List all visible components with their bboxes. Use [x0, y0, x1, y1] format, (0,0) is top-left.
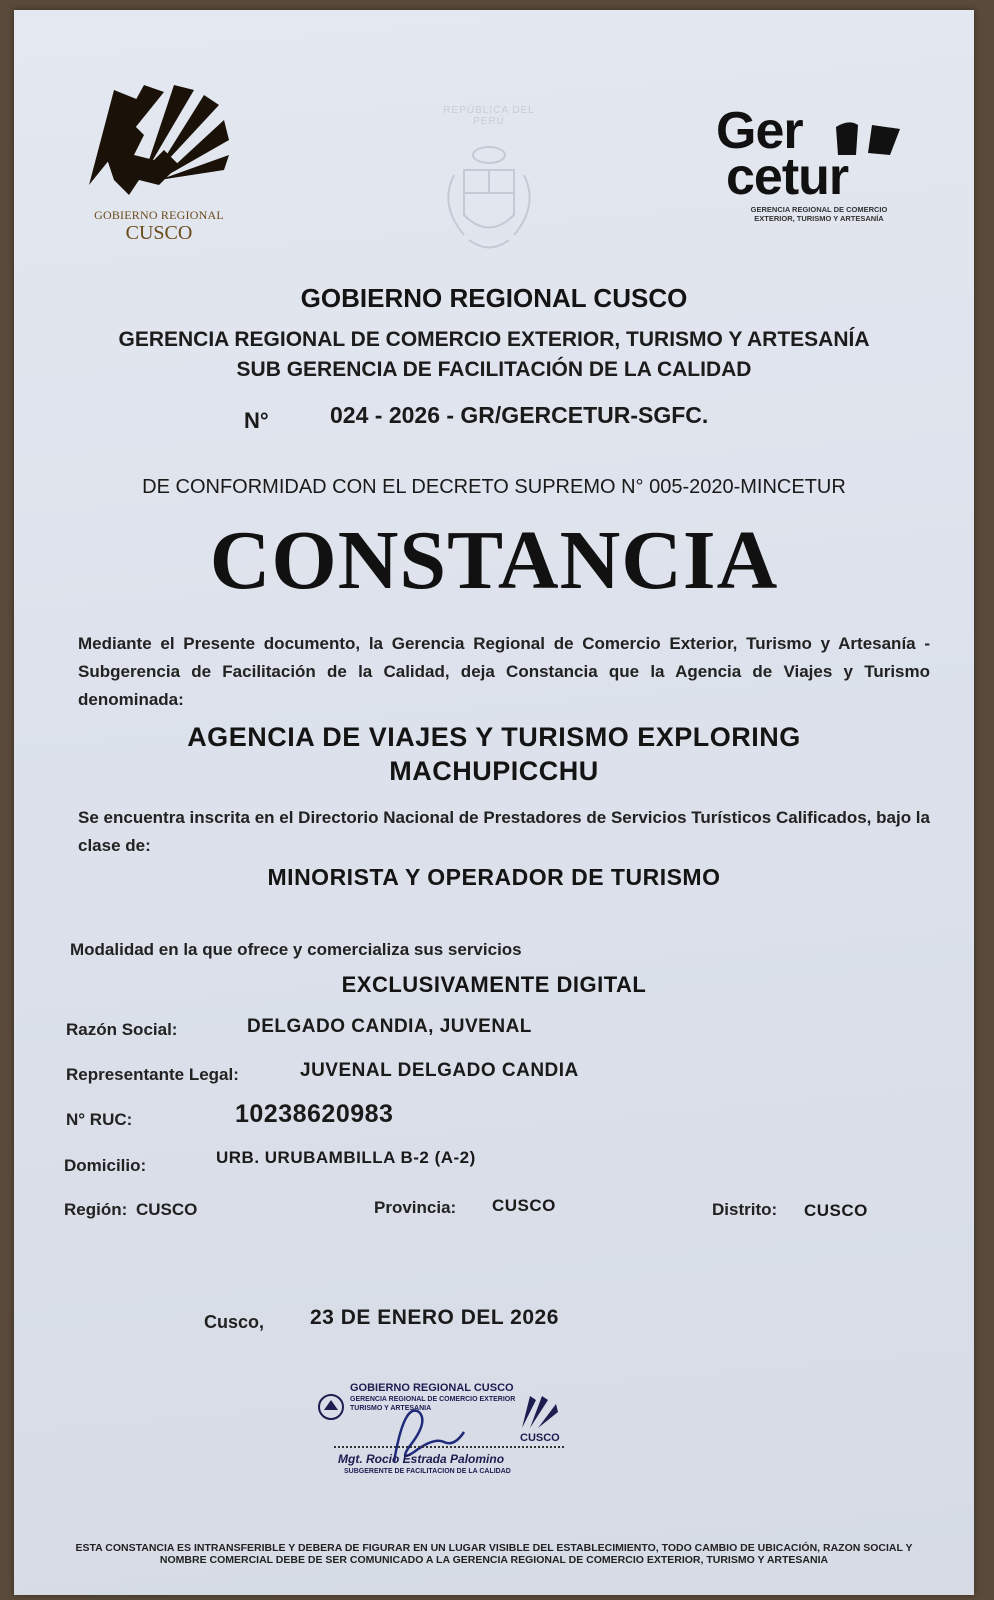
agency-name-line1: AGENCIA DE VIAJES Y TURISMO EXPLORING	[187, 722, 801, 752]
ruc-label: N° RUC:	[66, 1110, 133, 1129]
region-label: Región:	[64, 1200, 128, 1219]
gobierno-regional-logo	[84, 80, 234, 250]
ruc-value: 10238620983	[235, 1100, 394, 1128]
logo-tagline-1: GERENCIA REGIONAL DE COMERCIO	[750, 205, 888, 214]
sunburst-icon	[84, 80, 234, 205]
signatory-role: SUBGERENTE DE FACILITACION DE LA CALIDAD	[344, 1468, 511, 1475]
registry-paragraph: Se encuentra inscrita en el Directorio Nacional de Prestadores de Servicios Turísticos Calificados, bajo la clase de:	[78, 808, 930, 855]
footer-notice	[14, 1542, 974, 1566]
stamp-emblem-icon	[316, 1392, 346, 1422]
region-value: CUSCO	[136, 1200, 198, 1219]
stamp-cusco: CUSCO	[520, 1432, 560, 1444]
logo-right-word1: Ger	[716, 102, 803, 160]
seal-text: REPÚBLICA DEL PERÚ	[443, 105, 535, 127]
stamp-sunburst-icon	[520, 1394, 560, 1430]
certificate-page	[14, 10, 974, 1595]
domicilio-label: Domicilio:	[64, 1156, 147, 1175]
domicilio-value: URB. URUBAMBILLA B-2 (A-2)	[216, 1148, 476, 1167]
clase-value: MINORISTA Y OPERADOR DE TURISMO	[267, 864, 721, 890]
gercetur-logo	[704, 102, 924, 235]
logo-left-line1: GOBIERNO REGIONAL	[94, 208, 224, 222]
coat-of-arms-icon	[429, 115, 549, 265]
header-line3: SUB GERENCIA DE FACILITACIÓN DE LA CALIDAD	[236, 358, 752, 381]
signature-line	[334, 1446, 564, 1448]
modalidad-value: EXCLUSIVAMENTE DIGITAL	[341, 972, 647, 997]
date-place: Cusco,	[204, 1312, 265, 1332]
signatory-name: Mgt. Rocio Estrada Palomino	[338, 1452, 505, 1466]
logo-left-line2: CUSCO	[125, 222, 193, 244]
date-value: 23 DE ENERO DEL 2026	[310, 1306, 559, 1329]
number-label: N°	[244, 408, 269, 433]
provincia-label: Provincia:	[374, 1198, 457, 1217]
razon-social-label: Razón Social:	[66, 1020, 178, 1039]
modalidad-label: Modalidad en la que ofrece y comercializa sus servicios	[70, 940, 522, 959]
razon-social-value: DELGADO CANDIA, JUVENAL	[247, 1016, 532, 1037]
representante-label: Representante Legal:	[66, 1065, 239, 1084]
logo-right-word2: cetur	[726, 148, 849, 206]
distrito-value: CUSCO	[804, 1201, 868, 1220]
intro-paragraph: Mediante el Presente documento, la Gerencia Regional de Comercio Exterior, Turismo y Artesanía - Subgerencia de Facilitación de la Calidad, deja Constancia que la Agencia de Viajes y Turismo denominada:	[78, 634, 930, 709]
document-title: CONSTANCIA	[209, 514, 779, 607]
stamp-line2: GERENCIA REGIONAL DE COMERCIO EXTERIOR TURISMO Y ARTESANIA	[350, 1396, 516, 1412]
agency-name	[14, 720, 974, 788]
logo-tagline-2: EXTERIOR, TURISMO Y ARTESANÍA	[754, 214, 884, 223]
header-line1: GOBIERNO REGIONAL CUSCO	[300, 283, 688, 313]
footer-line2: NOMBRE COMERCIAL DEBE DE SER COMUNICADO A LA GERENCIA REGIONAL DE COMERCIO EXTERIOR, TURISMO Y ARTESANIA	[159, 1554, 829, 1566]
decree-line: DE CONFORMIDAD CON EL DECRETO SUPREMO N° 005-2020-MINCETUR	[142, 476, 846, 498]
national-seal	[429, 105, 549, 265]
footer-line1: ESTA CONSTANCIA ES INTRANSFERIBLE Y DEBERA DE FIGURAR EN UN LUGAR VISIBLE DEL ESTABLECIMIENTO, TODO CAMBIO DE UBICACIÓN, RAZON SOCIAL Y	[75, 1542, 913, 1554]
representante-value: JUVENAL DELGADO CANDIA	[300, 1060, 579, 1081]
document-number: 024 - 2026 - GR/GERCETUR-SGFC.	[330, 402, 709, 428]
logo-right-tagline	[724, 205, 914, 223]
agency-name-line2: MACHUPICCHU	[389, 756, 599, 786]
provincia-value: CUSCO	[492, 1196, 556, 1215]
signature-stamp	[314, 1382, 584, 1492]
distrito-label: Distrito:	[712, 1200, 778, 1219]
header-line2: GERENCIA REGIONAL DE COMERCIO EXTERIOR, TURISMO Y ARTESANÍA	[118, 328, 870, 351]
stamp-line1: GOBIERNO REGIONAL CUSCO	[350, 1382, 514, 1394]
